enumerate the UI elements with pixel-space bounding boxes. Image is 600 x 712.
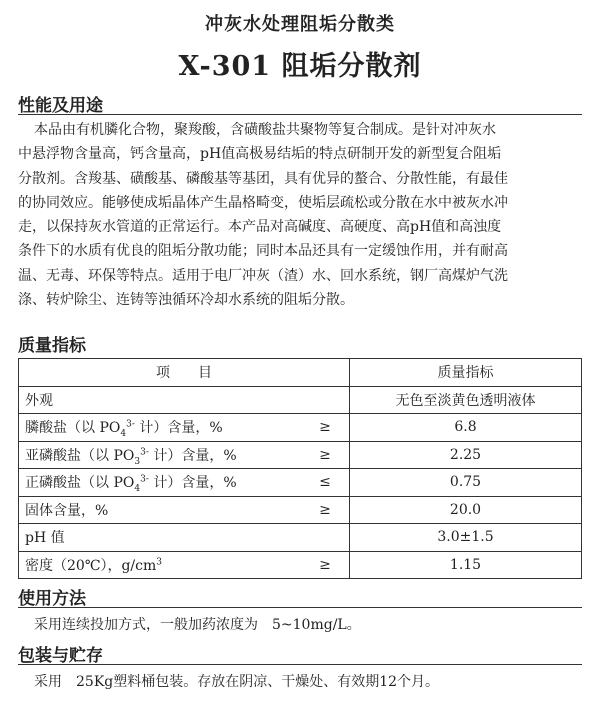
row-comparator bbox=[301, 524, 350, 552]
row-value: 6.8 bbox=[350, 414, 582, 442]
paragraph-line: 涤、转炉除尘、连铸等浊循环冷却水系统的阻垢分散。 bbox=[18, 292, 354, 309]
row-value: 0.75 bbox=[350, 469, 582, 497]
paragraph-line: 温、无毒、环保等特点。适用于电厂冲灰（渣）水、回水系统，钢厂高煤炉气洗 bbox=[18, 267, 508, 284]
row-item: 亚磷酸盐（以 $PO_3^{3-}$ 计）含量，% bbox=[19, 441, 302, 469]
table-row bbox=[19, 441, 582, 469]
section-divider bbox=[18, 664, 582, 665]
table-header-row bbox=[19, 359, 582, 387]
paragraph-line: 中悬浮物含量高，钙含量高，pH值高极易结垢的特点研制开发的新型复合阻垢 bbox=[18, 146, 502, 163]
document-title: X-301 阻垢分散剂 bbox=[178, 51, 422, 82]
table-row bbox=[19, 469, 582, 497]
section-heading-performance: 性能及用途 bbox=[18, 96, 103, 116]
usage-text: 采用连续投加方式，一般加药浓度为 5~10mg/L。 bbox=[34, 617, 361, 633]
document-subtitle: 冲灰水处理阻垢分散类 bbox=[205, 14, 395, 35]
performance-paragraph bbox=[18, 118, 582, 312]
paragraph-line: 分散剂。含羧基、磺酸基、磷酸基等基团，具有优异的螯合、分散性能，有最佳 bbox=[18, 170, 508, 187]
row-item: 外观 bbox=[19, 386, 302, 414]
section-divider bbox=[18, 114, 582, 115]
section-divider bbox=[18, 607, 582, 608]
paragraph-line: 条件下的水质有优良的阻垢分散功能；同时本品还具有一定缓蚀作用，并有耐高 bbox=[18, 243, 508, 260]
row-comparator: ≥ bbox=[301, 551, 350, 579]
row-value: 1.15 bbox=[350, 551, 582, 579]
row-comparator bbox=[301, 386, 350, 414]
row-item: pH 值 bbox=[19, 524, 302, 552]
row-item: 膦酸盐（以 $PO_4^{3-}$ 计）含量，% bbox=[19, 414, 302, 442]
paragraph-line: 本品由有机膦化合物，聚羧酸，含磺酸盐共聚物等复合制成。是针对冲灰水 bbox=[34, 122, 496, 138]
paragraph-line: 走，以保持灰水管道的正常运行。本产品对高碱度、高硬度、高pH值和高浊度 bbox=[18, 219, 502, 236]
section-heading-packaging: 包装与贮存 bbox=[18, 646, 103, 666]
row-value: 2.25 bbox=[350, 441, 582, 469]
row-item: 固体含量，% bbox=[19, 496, 302, 524]
paragraph-line: 的协同效应。能够使成垢晶体产生晶格畸变，使垢层疏松或分散在水中被灰水冲 bbox=[18, 194, 508, 211]
table-row bbox=[19, 551, 582, 579]
section-heading-quality: 质量指标 bbox=[18, 336, 86, 356]
row-item: 正磷酸盐（以 $PO_4^{3-}$ 计）含量，% bbox=[19, 469, 302, 497]
table-row bbox=[19, 496, 582, 524]
table-row bbox=[19, 524, 582, 552]
column-header-item: 项 目 bbox=[19, 359, 350, 387]
row-item: 密度（20℃），$g/cm^3$ bbox=[19, 551, 302, 579]
section-heading-usage: 使用方法 bbox=[18, 589, 86, 609]
row-comparator: ≤ bbox=[301, 469, 350, 497]
row-value: 20.0 bbox=[350, 496, 582, 524]
quality-table bbox=[18, 358, 582, 579]
packaging-text: 采用 25Kg塑料桶包装。存放在阴凉、干燥处、有效期12个月。 bbox=[34, 674, 440, 690]
row-comparator: ≥ bbox=[301, 496, 350, 524]
row-comparator: ≥ bbox=[301, 414, 350, 442]
row-value: 3.0±1.5 bbox=[350, 524, 582, 552]
table-row bbox=[19, 414, 582, 442]
row-value: 无色至淡黄色透明液体 bbox=[350, 386, 582, 414]
table-row bbox=[19, 386, 582, 414]
column-header-value: 质量指标 bbox=[350, 359, 582, 387]
row-comparator: ≥ bbox=[301, 441, 350, 469]
